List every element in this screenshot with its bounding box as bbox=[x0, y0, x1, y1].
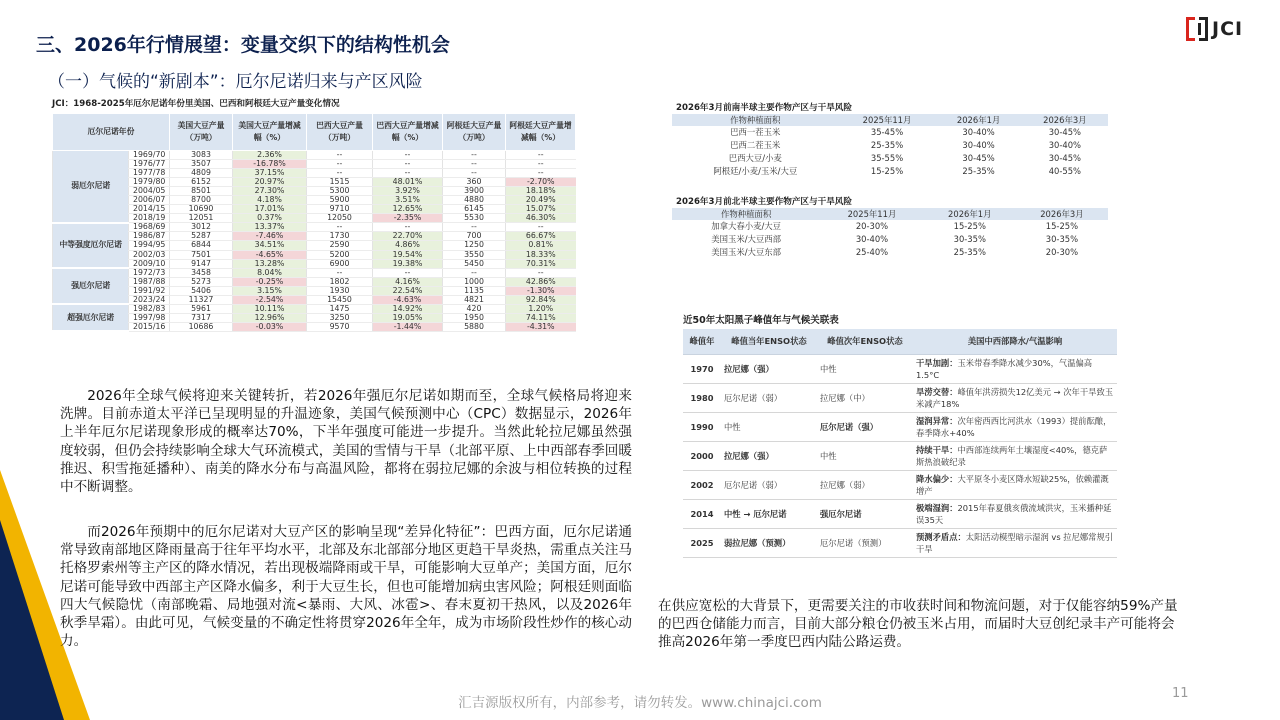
impact-desc: 大平原冬小麦区降水短缺25%，依赖灌溉增产 bbox=[916, 473, 1109, 496]
value-cell: 1950 bbox=[443, 313, 506, 322]
enso-next-cell: 中性 bbox=[817, 441, 913, 470]
year-cell: 1987/88 bbox=[129, 277, 170, 286]
table-row bbox=[53, 214, 576, 223]
enso-next-cell: 厄尔尼诺（强） bbox=[817, 412, 913, 441]
impact-cell bbox=[913, 470, 1117, 499]
impact-desc: 峰值年洪涝损失12亿美元 → 次年干旱致玉米减产18% bbox=[916, 386, 1114, 409]
year-cell: 2002 bbox=[683, 470, 721, 499]
value-cell: -- bbox=[307, 223, 373, 232]
value-cell: -- bbox=[373, 268, 443, 277]
impact-cell bbox=[913, 528, 1117, 557]
impact-tag: 干旱加剧： bbox=[916, 357, 958, 368]
value-cell: 11327 bbox=[170, 295, 233, 304]
value-cell: -- bbox=[443, 151, 506, 160]
value-cell: 1250 bbox=[443, 241, 506, 250]
value-cell: 1135 bbox=[443, 286, 506, 295]
value-cell: 10690 bbox=[170, 205, 233, 214]
value-cell: 7501 bbox=[170, 250, 233, 259]
value-cell: 9570 bbox=[307, 322, 373, 331]
year-cell: 2000 bbox=[683, 441, 721, 470]
value-cell: -- bbox=[443, 160, 506, 169]
value-cell: 34.51% bbox=[233, 241, 307, 250]
year-cell: 1976/77 bbox=[129, 160, 170, 169]
value-cell: 46.30% bbox=[506, 214, 576, 223]
enso-next-cell: 拉尼娜（中） bbox=[817, 383, 913, 412]
year-cell: 2006/07 bbox=[129, 196, 170, 205]
table-row bbox=[53, 286, 576, 295]
value-cell: -- bbox=[307, 151, 373, 160]
soy-production-table bbox=[52, 113, 576, 332]
year-cell: 1977/78 bbox=[129, 169, 170, 178]
table-row bbox=[672, 126, 1108, 139]
value-cell: -- bbox=[506, 151, 576, 160]
value-cell: 19.54% bbox=[373, 250, 443, 259]
value-cell: 70.31% bbox=[506, 259, 576, 268]
section-subtitle: （一）气候的“新剧本”：厄尔尼诺归来与产区风险 bbox=[48, 72, 423, 92]
value-cell: 40-55% bbox=[1048, 166, 1081, 176]
value-cell: -4.63% bbox=[373, 295, 443, 304]
group-label: 超强厄尔尼诺 bbox=[53, 304, 129, 331]
value-cell: 15-25% bbox=[953, 221, 986, 231]
value-cell: 17.01% bbox=[233, 205, 307, 214]
value-cell: 92.84% bbox=[506, 295, 576, 304]
value-cell: 12051 bbox=[170, 214, 233, 223]
table-row bbox=[53, 151, 576, 160]
value-cell: -- bbox=[506, 268, 576, 277]
impact-tag: 预测矛盾点： bbox=[916, 531, 966, 542]
value-cell: -2.54% bbox=[233, 295, 307, 304]
sunspot-climate-table bbox=[683, 329, 1117, 558]
value-cell: 9147 bbox=[170, 259, 233, 268]
value-cell: 6145 bbox=[443, 205, 506, 214]
value-cell: 30-35% bbox=[953, 234, 986, 244]
header-cell: 厄尔尼诺年份 bbox=[53, 114, 170, 151]
value-cell: 3012 bbox=[170, 223, 233, 232]
table-row bbox=[53, 241, 576, 250]
value-cell: 5961 bbox=[170, 304, 233, 313]
value-cell: 1930 bbox=[307, 286, 373, 295]
value-cell: 6844 bbox=[170, 241, 233, 250]
impact-desc: 玉米带春季降水减少30%，气温偏高1.5°C bbox=[916, 357, 1093, 380]
value-cell: 18.18% bbox=[506, 187, 576, 196]
value-cell: -- bbox=[373, 160, 443, 169]
enso-current-cell: 拉尼娜（强） bbox=[721, 354, 817, 383]
value-cell: 1730 bbox=[307, 232, 373, 241]
value-cell: 5200 bbox=[307, 250, 373, 259]
enso-current-cell: 弱拉尼娜（预测） bbox=[721, 528, 817, 557]
paragraph-climate-outlook: 2026年全球气候将迎来关键转折，若2026年强厄尔尼诺如期而至，全球气候格局将迎来洗牌。目前赤道太平洋已呈现明显的升温迹象，美国气候预测中心（CPC）数据显示，2026年上半年厄尔尼诺现象形成的概率达70%，下半年强度可能进一步提升。当然此轮拉尼娜虽然强度较弱，但仍会持续影响全球大气环流模式，美国的雪情与干旱（北部平原、上中西部春季回暖推迟、积雪拖延播种）、南美的降水分布与高温风险，都将在弱拉尼娜的余波与相位转换的过程中不断调整。 bbox=[60, 388, 632, 496]
value-cell: 1802 bbox=[307, 277, 373, 286]
table-row bbox=[672, 165, 1108, 178]
value-cell: 6152 bbox=[170, 178, 233, 187]
value-cell: 30-40% bbox=[962, 127, 995, 137]
value-cell: -1.30% bbox=[506, 286, 576, 295]
value-cell: 12050 bbox=[307, 214, 373, 223]
group-label: 强厄尔尼诺 bbox=[53, 268, 129, 304]
enso-next-cell: 强厄尔尼诺 bbox=[817, 499, 913, 528]
value-cell: 13.37% bbox=[233, 223, 307, 232]
value-cell: 4.16% bbox=[373, 277, 443, 286]
table-row bbox=[672, 233, 1108, 246]
paragraph-el-nino-impact: 而2026年预期中的厄尔尼诺对大豆产区的影响呈现“差异化特征”：巴西方面，厄尔尼诺通常导致南部地区降雨量高于往年平均水平，北部及东北部部分地区更趋干旱炎热，需重点关注马托格罗索州等主产区的降水情况，若出现极端降雨或干旱，可能影响大豆单产；美国方面，厄尔尼诺可能导致中西部主产区降水偏多，利于大豆生长，但也可能增加病虫害风险；阿根廷则面临四大气候隐忧（南部晚霜、局地强对流<暴雨、大风、冰雹>、春末夏初干热风，以及2026年秋季旱霜）。由此可见，气候变量的不确定性将贯穿2026年全年，成为市场阶段性炒作的核心动力。 bbox=[60, 524, 632, 650]
jci-logo-icon bbox=[1186, 17, 1208, 41]
footer-copyright: 汇吉源版权所有，内部参考，请勿转发。www.chinajci.com bbox=[458, 695, 822, 711]
value-cell: 30-40% bbox=[1048, 140, 1081, 150]
value-cell: -- bbox=[307, 160, 373, 169]
table-row bbox=[53, 250, 576, 259]
header-cell: 峰值当年ENSO状态 bbox=[721, 329, 817, 354]
table-row bbox=[53, 304, 576, 313]
south-table-header-row bbox=[672, 114, 1108, 126]
header-cell: 2025年11月 bbox=[820, 208, 923, 220]
table-row bbox=[53, 313, 576, 322]
value-cell: 3507 bbox=[170, 160, 233, 169]
value-cell: -4.65% bbox=[233, 250, 307, 259]
value-cell: 25-35% bbox=[953, 247, 986, 257]
year-cell: 1997/98 bbox=[129, 313, 170, 322]
value-cell: -2.35% bbox=[373, 214, 443, 223]
impact-desc: 次年密西西比河洪水（1993）提前酝酿，春季降水+40% bbox=[916, 415, 1112, 438]
value-cell: 14.92% bbox=[373, 304, 443, 313]
value-cell: 360 bbox=[443, 178, 506, 187]
value-cell: 18.33% bbox=[506, 250, 576, 259]
crop-cell: 美国玉米/大豆西部 bbox=[711, 234, 782, 244]
header-cell: 2026年3月 bbox=[1016, 208, 1108, 220]
south-drought-table bbox=[672, 114, 1108, 178]
value-cell: 20-30% bbox=[1045, 247, 1079, 257]
year-cell: 2004/05 bbox=[129, 187, 170, 196]
value-cell: -0.03% bbox=[233, 322, 307, 331]
enso-next-cell: 拉尼娜（弱） bbox=[817, 470, 913, 499]
impact-cell bbox=[913, 412, 1117, 441]
value-cell: -- bbox=[307, 268, 373, 277]
value-cell: 10686 bbox=[170, 322, 233, 331]
impact-tag: 极端湿润： bbox=[916, 502, 958, 513]
page-title: 三、2026年行情展望：变量交织下的结构性机会 bbox=[36, 34, 450, 56]
header-cell: 巴西大豆产量增减幅（%） bbox=[373, 114, 443, 151]
year-cell: 2009/10 bbox=[129, 259, 170, 268]
value-cell: 27.30% bbox=[233, 187, 307, 196]
table-row bbox=[683, 354, 1117, 383]
sunspot-table-title: 近50年太阳黑子峰值年与气候关联表 bbox=[683, 315, 839, 326]
value-cell: 48.01% bbox=[373, 178, 443, 187]
south-table-title: 2026年3月前南半球主要作物产区与干旱风险 bbox=[676, 103, 852, 113]
value-cell: 1.20% bbox=[506, 304, 576, 313]
year-cell: 2014/15 bbox=[129, 205, 170, 214]
value-cell: 3458 bbox=[170, 268, 233, 277]
table-row bbox=[683, 441, 1117, 470]
value-cell: 8501 bbox=[170, 187, 233, 196]
header-cell: 阿根廷大豆产量（万吨） bbox=[443, 114, 506, 151]
value-cell: 5406 bbox=[170, 286, 233, 295]
table-row bbox=[53, 196, 576, 205]
value-cell: 19.05% bbox=[373, 313, 443, 322]
value-cell: 66.67% bbox=[506, 232, 576, 241]
value-cell: -- bbox=[506, 223, 576, 232]
value-cell: 15-25% bbox=[870, 166, 904, 176]
header-cell: 峰值年 bbox=[683, 329, 721, 354]
value-cell: 37.15% bbox=[233, 169, 307, 178]
table-row bbox=[53, 268, 576, 277]
table-row bbox=[53, 277, 576, 286]
value-cell: 25-35% bbox=[962, 166, 995, 176]
value-cell: 1475 bbox=[307, 304, 373, 313]
header-cell: 2025年11月 bbox=[839, 114, 936, 126]
header-cell: 阿根廷大豆产量增减幅（%） bbox=[506, 114, 576, 151]
value-cell: -16.78% bbox=[233, 160, 307, 169]
header-cell: 2026年1月 bbox=[924, 208, 1016, 220]
value-cell: 420 bbox=[443, 304, 506, 313]
enso-next-cell: 厄尔尼诺（预测） bbox=[817, 528, 913, 557]
crop-cell: 巴西大豆/小麦 bbox=[728, 153, 782, 163]
jci-logo-text: JCI bbox=[1212, 18, 1244, 40]
value-cell: 700 bbox=[443, 232, 506, 241]
corner-decoration-navy bbox=[0, 520, 64, 720]
value-cell: 35-45% bbox=[870, 127, 904, 137]
value-cell: 20.49% bbox=[506, 196, 576, 205]
impact-tag: 降水偏少： bbox=[916, 473, 958, 484]
table-row bbox=[672, 139, 1108, 152]
value-cell: 30-45% bbox=[962, 153, 995, 163]
header-cell: 美国大豆产量（万吨） bbox=[170, 114, 233, 151]
value-cell: -- bbox=[307, 169, 373, 178]
value-cell: 15.07% bbox=[506, 205, 576, 214]
value-cell: 20-30% bbox=[855, 221, 889, 231]
value-cell: 5300 bbox=[307, 187, 373, 196]
impact-tag: 湿润异常： bbox=[916, 415, 958, 426]
value-cell: 2590 bbox=[307, 241, 373, 250]
group-label: 中等强度厄尔尼诺 bbox=[53, 223, 129, 268]
year-cell: 1986/87 bbox=[129, 232, 170, 241]
value-cell: 74.11% bbox=[506, 313, 576, 322]
crop-cell: 美国玉米/大豆东部 bbox=[711, 247, 782, 257]
table-row bbox=[53, 259, 576, 268]
table-row bbox=[672, 246, 1108, 259]
soy-table-header-row bbox=[53, 114, 576, 151]
value-cell: 10.11% bbox=[233, 304, 307, 313]
value-cell: 4821 bbox=[443, 295, 506, 304]
value-cell: 5287 bbox=[170, 232, 233, 241]
year-cell: 1994/95 bbox=[129, 241, 170, 250]
page-number: 11 bbox=[1172, 686, 1189, 701]
value-cell: -- bbox=[506, 169, 576, 178]
value-cell: 25-40% bbox=[855, 247, 889, 257]
value-cell: 9710 bbox=[307, 205, 373, 214]
group-label: 弱厄尔尼诺 bbox=[53, 151, 129, 223]
value-cell: 3900 bbox=[443, 187, 506, 196]
year-cell: 1991/92 bbox=[129, 286, 170, 295]
value-cell: -- bbox=[443, 169, 506, 178]
value-cell: 5530 bbox=[443, 214, 506, 223]
year-cell: 1968/69 bbox=[129, 223, 170, 232]
value-cell: 1515 bbox=[307, 178, 373, 187]
table-row bbox=[683, 383, 1117, 412]
value-cell: 19.38% bbox=[373, 259, 443, 268]
year-cell: 2023/24 bbox=[129, 295, 170, 304]
value-cell: 4.86% bbox=[373, 241, 443, 250]
value-cell: 3083 bbox=[170, 151, 233, 160]
value-cell: -- bbox=[373, 151, 443, 160]
enso-current-cell: 中性 bbox=[721, 412, 817, 441]
value-cell: 13.28% bbox=[233, 259, 307, 268]
sunspot-table-header-row bbox=[683, 329, 1117, 354]
impact-cell bbox=[913, 499, 1117, 528]
value-cell: 3250 bbox=[307, 313, 373, 322]
table-row bbox=[683, 499, 1117, 528]
value-cell: -2.70% bbox=[506, 178, 576, 187]
north-table-title: 2026年3月前北半球主要作物产区与干旱风险 bbox=[676, 197, 852, 207]
header-cell: 美国中西部降水/气温影响 bbox=[913, 329, 1117, 354]
crop-cell: 巴西一茬玉米 bbox=[730, 127, 781, 137]
year-cell: 1972/73 bbox=[129, 268, 170, 277]
value-cell: 5273 bbox=[170, 277, 233, 286]
value-cell: 8700 bbox=[170, 196, 233, 205]
enso-current-cell: 拉尼娜（强） bbox=[721, 441, 817, 470]
value-cell: 15-25% bbox=[1045, 221, 1079, 231]
table-row bbox=[53, 187, 576, 196]
value-cell: -- bbox=[443, 268, 506, 277]
value-cell: 15450 bbox=[307, 295, 373, 304]
impact-desc: 太阳活动模型暗示湿润 vs 拉尼娜常规引干旱 bbox=[916, 531, 1114, 554]
year-cell: 2015/16 bbox=[129, 322, 170, 331]
value-cell: 30-45% bbox=[1048, 127, 1081, 137]
enso-current-cell: 厄尔尼诺（弱） bbox=[721, 383, 817, 412]
paragraph-logistics: 在供应宽松的大背景下，更需要关注的市收获时间和物流问题，对于仅能容纳59%产量的巴西仓储能力而言，目前大部分粮仓仍被玉米占用，而届时大豆创纪录丰产可能将会推高2026年第一季度巴西内陆公路运费。 bbox=[658, 598, 1178, 651]
crop-cell: 阿根廷/小麦/玉米/大豆 bbox=[713, 166, 798, 176]
impact-cell bbox=[913, 354, 1117, 383]
year-cell: 1980 bbox=[683, 383, 721, 412]
value-cell: 12.96% bbox=[233, 313, 307, 322]
header-cell: 作物种植面积 bbox=[672, 208, 820, 220]
value-cell: 7317 bbox=[170, 313, 233, 322]
value-cell: 8.04% bbox=[233, 268, 307, 277]
value-cell: -- bbox=[373, 223, 443, 232]
value-cell: 3.51% bbox=[373, 196, 443, 205]
impact-cell bbox=[913, 441, 1117, 470]
value-cell: 30-35% bbox=[1045, 234, 1079, 244]
north-table-header-row bbox=[672, 208, 1108, 220]
year-cell: 1979/80 bbox=[129, 178, 170, 187]
year-cell: 1969/70 bbox=[129, 151, 170, 160]
value-cell: 25-35% bbox=[870, 140, 904, 150]
north-drought-table bbox=[672, 208, 1108, 259]
table-row bbox=[53, 160, 576, 169]
value-cell: 6900 bbox=[307, 259, 373, 268]
value-cell: -7.46% bbox=[233, 232, 307, 241]
value-cell: 0.81% bbox=[506, 241, 576, 250]
year-cell: 1982/83 bbox=[129, 304, 170, 313]
enso-current-cell: 厄尔尼诺（弱） bbox=[721, 470, 817, 499]
value-cell: 3.15% bbox=[233, 286, 307, 295]
value-cell: 20.97% bbox=[233, 178, 307, 187]
value-cell: 4809 bbox=[170, 169, 233, 178]
value-cell: 30-45% bbox=[1048, 153, 1081, 163]
crop-cell: 加拿大春小麦/大豆 bbox=[711, 221, 782, 231]
impact-tag: 旱涝交替： bbox=[916, 386, 958, 397]
soy-table-title: JCI：1968-2025年厄尔尼诺年份里美国、巴西和阿根廷大豆产量变化情况 bbox=[52, 99, 340, 109]
table-row bbox=[53, 322, 576, 331]
year-cell: 1970 bbox=[683, 354, 721, 383]
header-cell: 美国大豆产量增减幅（%） bbox=[233, 114, 307, 151]
year-cell: 2025 bbox=[683, 528, 721, 557]
table-row bbox=[683, 528, 1117, 557]
impact-desc: 2015年春夏俄亥俄流域洪灾，玉米播种延误35天 bbox=[916, 502, 1112, 525]
year-cell: 2014 bbox=[683, 499, 721, 528]
value-cell: 4880 bbox=[443, 196, 506, 205]
value-cell: -- bbox=[373, 169, 443, 178]
table-row bbox=[53, 169, 576, 178]
table-row bbox=[53, 232, 576, 241]
value-cell: 22.70% bbox=[373, 232, 443, 241]
jci-logo bbox=[1186, 17, 1250, 41]
header-cell: 作物种植面积 bbox=[672, 114, 839, 126]
enso-current-cell: 中性 → 厄尔尼诺 bbox=[721, 499, 817, 528]
value-cell: 12.65% bbox=[373, 205, 443, 214]
value-cell: -0.25% bbox=[233, 277, 307, 286]
crop-cell: 巴西二茬玉米 bbox=[730, 140, 781, 150]
year-cell: 2002/03 bbox=[129, 250, 170, 259]
header-cell: 峰值次年ENSO状态 bbox=[817, 329, 913, 354]
value-cell: 1000 bbox=[443, 277, 506, 286]
value-cell: 4.18% bbox=[233, 196, 307, 205]
value-cell: 2.36% bbox=[233, 151, 307, 160]
value-cell: 0.37% bbox=[233, 214, 307, 223]
table-row bbox=[53, 205, 576, 214]
value-cell: 22.54% bbox=[373, 286, 443, 295]
enso-next-cell: 中性 bbox=[817, 354, 913, 383]
header-cell: 2026年1月 bbox=[935, 114, 1021, 126]
table-row bbox=[672, 152, 1108, 165]
table-row bbox=[672, 220, 1108, 233]
value-cell: 3.92% bbox=[373, 187, 443, 196]
value-cell: 5900 bbox=[307, 196, 373, 205]
year-cell: 1990 bbox=[683, 412, 721, 441]
value-cell: -1.44% bbox=[373, 322, 443, 331]
header-cell: 2026年3月 bbox=[1022, 114, 1108, 126]
impact-tag: 持续干旱： bbox=[916, 444, 958, 455]
year-cell: 2018/19 bbox=[129, 214, 170, 223]
table-row bbox=[53, 178, 576, 187]
table-row bbox=[53, 295, 576, 304]
table-row bbox=[683, 412, 1117, 441]
table-row bbox=[683, 470, 1117, 499]
value-cell: -- bbox=[443, 223, 506, 232]
impact-desc: 中西部连续两年土壤湿度<40%，德克萨斯热浪破纪录 bbox=[916, 444, 1108, 467]
value-cell: 3550 bbox=[443, 250, 506, 259]
header-cell: 巴西大豆产量（万吨） bbox=[307, 114, 373, 151]
value-cell: 35-55% bbox=[870, 153, 904, 163]
impact-cell bbox=[913, 383, 1117, 412]
value-cell: -- bbox=[506, 160, 576, 169]
value-cell: 5450 bbox=[443, 259, 506, 268]
value-cell: 5880 bbox=[443, 322, 506, 331]
value-cell: -4.31% bbox=[506, 322, 576, 331]
value-cell: 30-40% bbox=[855, 234, 889, 244]
value-cell: 30-40% bbox=[962, 140, 995, 150]
table-row bbox=[53, 223, 576, 232]
value-cell: 42.86% bbox=[506, 277, 576, 286]
